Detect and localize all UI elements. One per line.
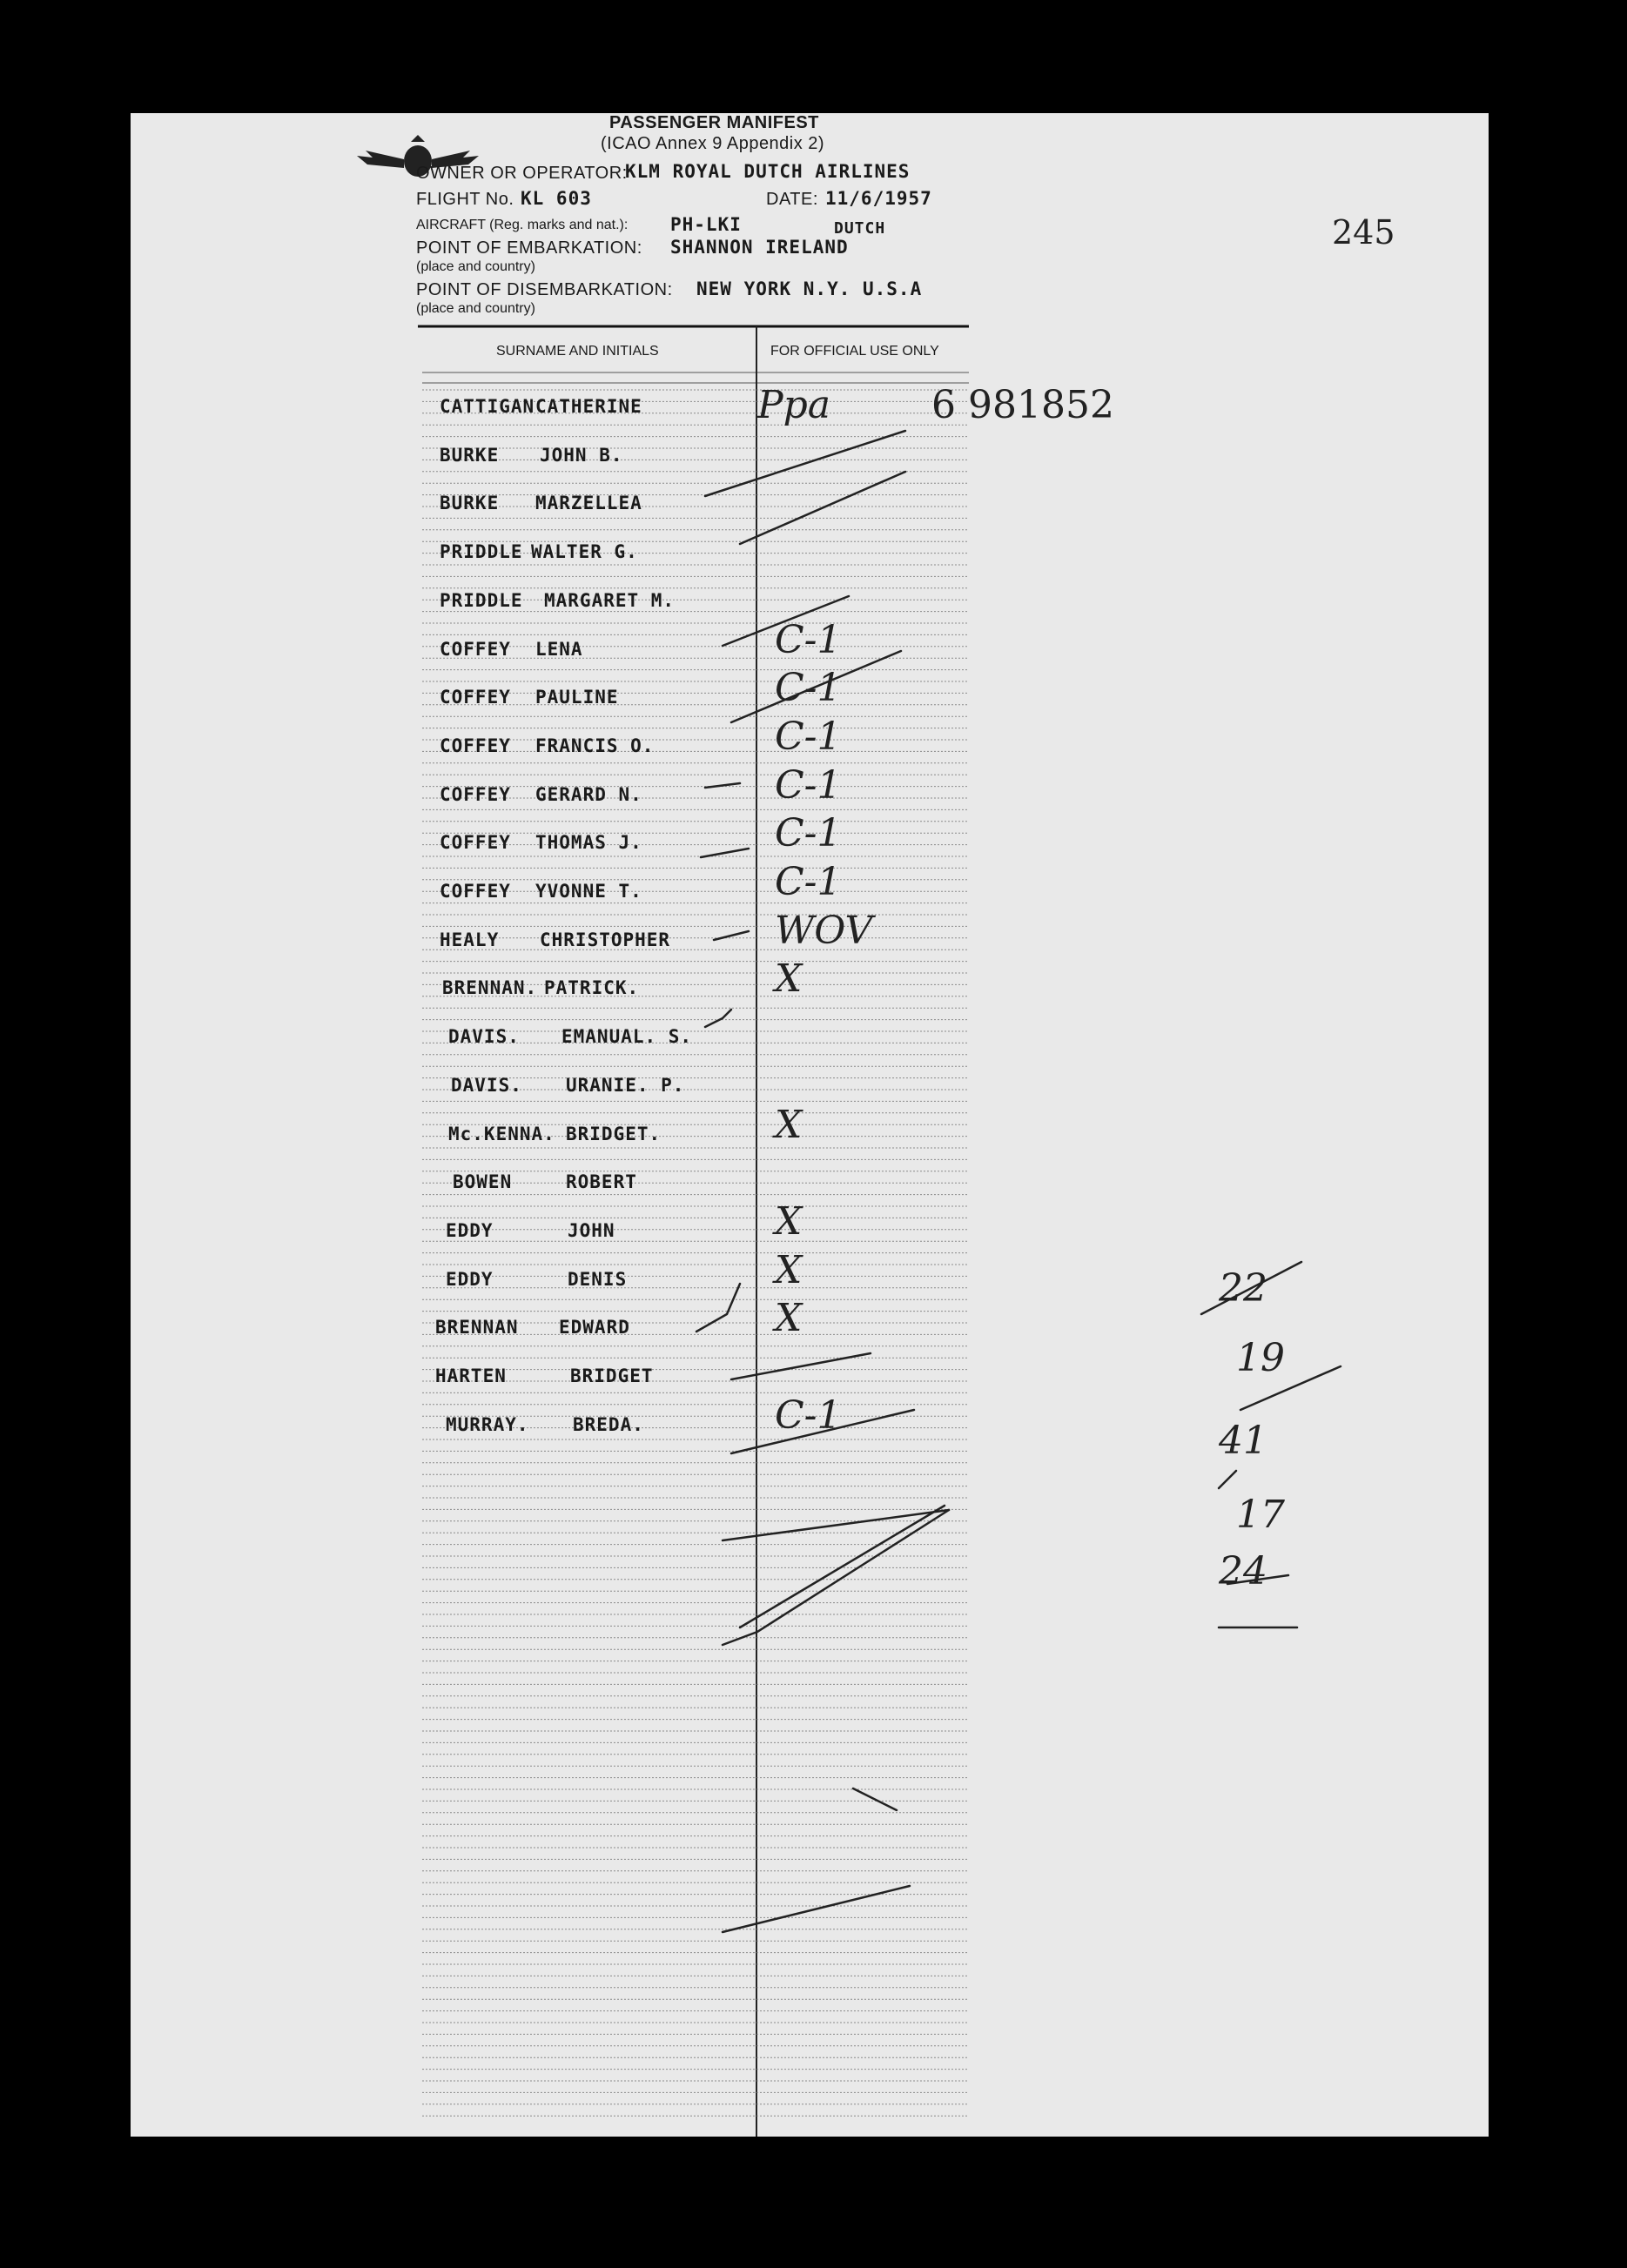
passenger-surname: PRIDDLE [440, 589, 523, 611]
passenger-given-name: CHRISTOPHER [540, 929, 671, 950]
passenger-given-name: FRANCIS O. [535, 735, 655, 756]
passenger-given-name: LENA [535, 638, 583, 660]
passenger-given-name: JOHN [568, 1219, 615, 1241]
column-header-name: SURNAME AND INITIALS [496, 344, 659, 359]
passenger-given-name: BRIDGET [570, 1365, 654, 1386]
margin-number: 19 [1236, 1336, 1285, 1380]
official-mark: C-1 [775, 617, 842, 662]
official-mark: C-1 [775, 1392, 842, 1438]
official-mark: X [775, 1102, 803, 1147]
passenger-given-name: URANIE. P. [566, 1074, 685, 1096]
official-mark: C-1 [775, 762, 842, 808]
margin-number: 17 [1236, 1493, 1285, 1537]
passenger-surname: COFFEY [440, 687, 511, 708]
passenger-given-name: CATHERINE [535, 396, 642, 417]
passenger-given-name: ROBERT [566, 1171, 637, 1193]
passenger-surname: PRIDDLE [440, 541, 523, 563]
embark-label: POINT OF EMBARKATION: [416, 238, 642, 258]
passenger-given-name: EMANUAL. S. [561, 1026, 693, 1048]
disembark-sub: (place and country) [416, 301, 535, 316]
passenger-surname: BOWEN [453, 1171, 513, 1193]
passenger-surname: HARTEN [435, 1365, 507, 1386]
passenger-surname: CATTIGAN [440, 396, 535, 417]
official-mark: C-1 [775, 714, 842, 759]
passenger-surname: COFFEY [440, 783, 511, 805]
passenger-given-name: DENIS [568, 1268, 628, 1290]
passenger-given-name: PATRICK. [544, 977, 640, 999]
passenger-given-name: BREDA. [573, 1413, 644, 1435]
aircraft-nationality: DUTCH [834, 219, 886, 238]
date-label: DATE: [766, 190, 818, 209]
passenger-given-name: JOHN B. [540, 444, 623, 466]
official-mark: X [775, 956, 803, 1002]
aircraft-value: PH-LKI [670, 214, 742, 235]
owner-value: KLM ROYAL DUTCH AIRLINES [625, 161, 911, 182]
passenger-given-name: MARZELLEA [535, 493, 642, 514]
manifest-subtitle: (ICAO Annex 9 Appendix 2) [601, 134, 825, 153]
column-header-official: FOR OFFICIAL USE ONLY [770, 344, 939, 359]
official-mark: C-1 [775, 811, 842, 856]
passenger-surname: COFFEY [440, 735, 511, 756]
passenger-surname: COFFEY [440, 638, 511, 660]
official-mark: X [775, 1247, 803, 1292]
passenger-surname: COFFEY [440, 832, 511, 854]
disembark-label: POINT OF DISEMBARKATION: [416, 280, 673, 299]
passenger-given-name: THOMAS J. [535, 832, 642, 854]
flight-value: KL 603 [521, 188, 592, 209]
manifest-page [131, 113, 1489, 2137]
margin-number: 24 [1219, 1549, 1267, 1594]
passenger-surname: DAVIS. [451, 1074, 522, 1096]
passenger-surname: BURKE [440, 444, 500, 466]
passenger-surname: BRENNAN. [442, 977, 538, 999]
owner-label: OWNER OR OPERATOR: [416, 164, 628, 183]
passenger-given-name: GERARD N. [535, 783, 642, 805]
official-mark: X [775, 1296, 803, 1341]
passenger-surname: DAVIS. [448, 1026, 520, 1048]
passenger-surname: HEALY [440, 929, 500, 950]
official-mark: C-1 [775, 860, 842, 904]
passenger-surname: MURRAY. [446, 1413, 529, 1435]
margin-number: 41 [1219, 1419, 1267, 1463]
passenger-given-name: WALTER G. [531, 541, 638, 563]
official-mark: WOV [775, 908, 873, 953]
margin-number: 22 [1219, 1266, 1267, 1311]
passenger-surname: BRENNAN [435, 1317, 519, 1339]
passenger-surname: COFFEY [440, 881, 511, 902]
official-mark: X [775, 1198, 803, 1244]
disembark-value: NEW YORK N.Y. U.S.A [696, 278, 923, 299]
passenger-given-name: MARGARET M. [544, 589, 676, 611]
passenger-given-name: BRIDGET. [566, 1123, 662, 1144]
passenger-given-name: YVONNE T. [535, 881, 642, 902]
passenger-surname: BURKE [440, 493, 500, 514]
manifest-title: PASSENGER MANIFEST [609, 113, 819, 132]
official-mark: C-1 [775, 666, 842, 711]
embark-sub: (place and country) [416, 259, 535, 274]
page-number: 245 [1332, 213, 1395, 252]
flight-label: FLIGHT No. [416, 190, 514, 209]
passenger-surname: EDDY [446, 1219, 494, 1241]
embark-value: SHANNON IRELAND [670, 237, 849, 258]
official-annotation-number: 6 981852 [931, 383, 1114, 427]
passenger-given-name: PAULINE [535, 687, 619, 708]
passenger-surname: EDDY [446, 1268, 494, 1290]
official-annotation-ppa: Ppa [757, 383, 831, 427]
passenger-surname: Mc.KENNA. [448, 1123, 555, 1144]
date-value: 11/6/1957 [825, 188, 932, 209]
passenger-given-name: EDWARD [559, 1317, 630, 1339]
aircraft-label: AIRCRAFT (Reg. marks and nat.): [416, 218, 629, 232]
